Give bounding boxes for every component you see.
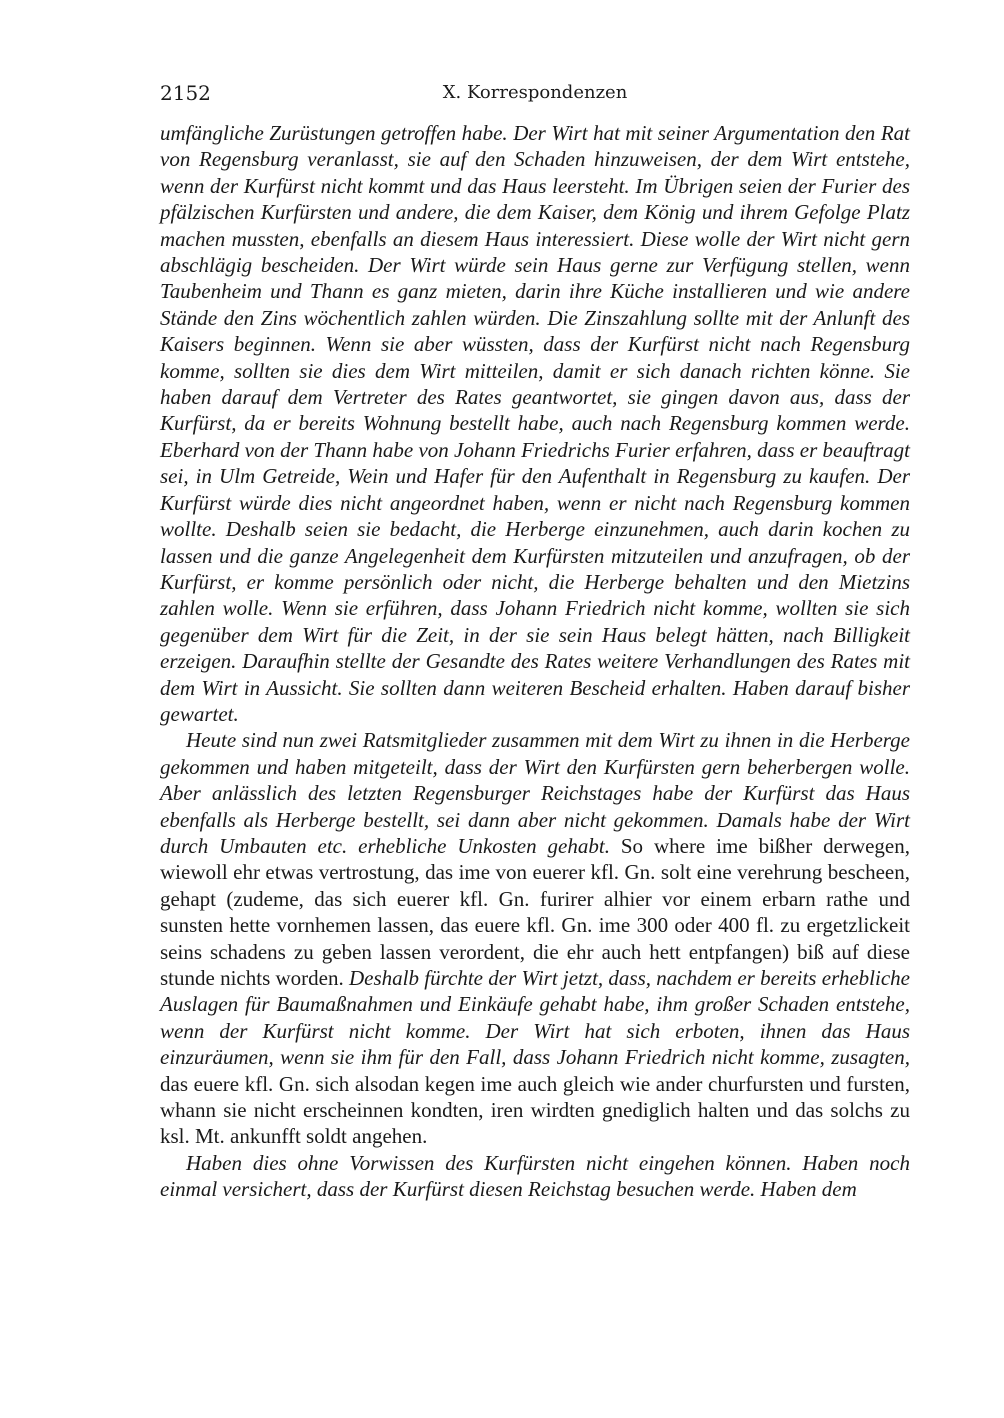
paragraph-2-quote-continued: das euere kfl. Gn. sich alsodan kegen ime auch gleich wie ander churfursten und fursten, whann sie nicht erscheinnen kondten, iren wirdten gnediglich halten und das solchs zu ksl. Mt. ankunfft soldt angehen. [160, 1071, 910, 1149]
page-number: 2152 [160, 81, 211, 105]
running-head: X. Korrespondenzen [442, 82, 628, 103]
paragraph-2-summary-continued: Deshalb fürchte der Wirt jetzt, dass, nachdem er bereits erhebliche Auslagen für Baumaßnahmen und Einkäufe gehabt habe, ihm großer Schaden entstehe, wenn der Kurfürst nicht komme. Der Wirt hat sich erboten, ihnen das Haus einzuräumen, wenn sie ihm für den Fall, dass Johann Friedrich nicht komme, zusagten, [160, 966, 910, 1070]
page-header [160, 78, 910, 108]
paragraph-3 [160, 1150, 910, 1203]
paragraph-2-summary: Heute sind nun zwei Ratsmitglieder zusammen mit dem Wirt zu ihnen in die Herberge gekommen und haben mitgeteilt, dass der Wirt den Kurfürsten gern beherbergen wolle. Aber anlässlich des letzten Regensburger Reichstages habe der Kurfürst das Haus ebenfalls als Herberge bestellt, sei dann aber nicht gekommen. Damals habe der Wirt durch Umbauten etc. erhebliche Unkosten gehabt. [160, 728, 910, 858]
paragraph-1-text: umfängliche Zurüstungen getroffen habe. Der Wirt hat mit seiner Argumentation den Rat von Regensburg veranlasst, sie auf den Schaden hinzuweisen, der dem Wirt entstehe, wenn der Kurfürst nicht kommt und das Haus leersteht. Im Übrigen seien der Furier des pfälzischen Kurfürsten und andere, die dem Kaiser, dem König und ihrem Gefolge Platz machen mussten, ebenfalls an diesem Haus interessiert. Diese wolle der Wirt nicht gern abschlägig bescheiden. Der Wirt würde sein Haus gerne zur Verfügung stellen, wenn Taubenheim und Thann es ganz mieten, darin ihre Küche installieren und wie andere Stände den Zins wöchentlich zahlen würden. Die Zinszahlung sollte mit der Anlunft des Kaisers beginnen. Wenn sie aber wüssten, dass der Kurfürst nicht nach Regensburg komme, sollten sie dies dem Wirt mitteilen, damit er sich danach richten könne. Sie haben darauf dem Vertreter des Rates geantwortet, sie gingen davon aus, dass der Kurfürst, da er bereits Wohnung bestellt habe, auch nach Regensburg kommen werde. Eberhard von der Thann habe von Johann Friedrichs Furier erfahren, dass er beauftragt sei, in Ulm Getreide, Wein und Hafer für den Aufenthalt in Regensburg zu kaufen. Der Kurfürst würde dies nicht angeordnet haben, wenn er nicht nach Regensburg kommen wollte. Deshalb seien sie bedacht, die Herberge einzunehmen, auch darin kochen zu lassen und die ganze Angelegenheit dem Kurfürsten mitzuteilen und anzufragen, ob der Kurfürst, er komme persönlich oder nicht, die Herberge behalten und den Mietzins zahlen wolle. Wenn sie erführen, dass Johann Friedrich nicht komme, wollten sie sich gegenüber dem Wirt für die Zeit, in der sie sein Haus belegt hätten, nach Billigkeit erzeigen. Daraufhin stellte der Gesandte des Rates weitere Verhandlungen des Rates mit dem Wirt in Aussicht. Sie sollten dann weiteren Bescheid erhalten. Haben darauf bisher gewartet. [160, 121, 910, 726]
paragraph-2-quote: So where ime bißher derwegen, wiewoll ehr etwas vertrostung, das ime von euerer kfl. Gn. solt eine verehrung bescheen, gehapt (zudeme, das sich euerer kfl. Gn. furirer alhier vor einem erbarn rathe und sunsten hette vornhemen lassen, das euere kfl. Gn. ime 300 oder 400 fl. zu ergetzlickeit seins schadens zu geben lassen verordent, die ehr auch hett entpfangen) biß auf diese stunde nichts worden. [160, 833, 910, 990]
body-text [160, 120, 910, 1203]
paragraph-2 [160, 727, 910, 1150]
paragraph-3-text: Haben dies ohne Vorwissen des Kurfürsten nicht eingehen können. Haben noch einmal versichert, dass der Kurfürst diesen Reichstag besuchen werde. Haben dem [160, 1150, 910, 1202]
paragraph-1 [160, 120, 910, 727]
